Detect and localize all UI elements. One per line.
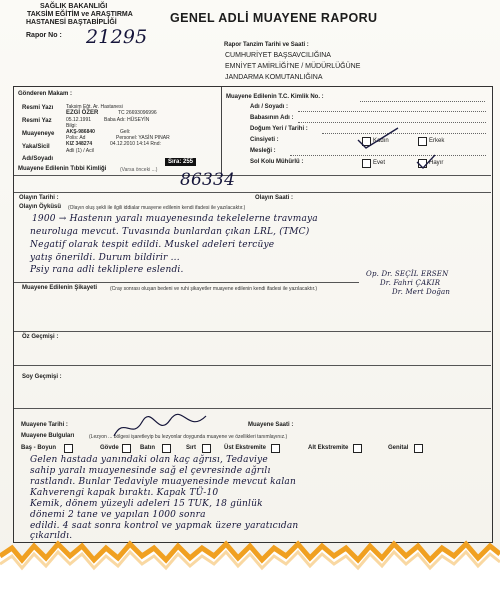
yes-label: Evet xyxy=(373,160,386,166)
incident-story-label: Olayın Öyküsü xyxy=(19,204,62,210)
sticker-line: Personel: YASİN PINAR xyxy=(116,135,170,141)
exam-handwriting-line: edildi. 4 saat sonra kontrol ve yapmak üzere yaratıcıdan xyxy=(30,521,299,531)
father-name-label: Babasının Adı : xyxy=(250,115,294,121)
tc-id-line xyxy=(360,101,485,102)
sticker-line: KIZ 348274 xyxy=(66,141,93,147)
sealed-arm-label: Sol Kolu Mühürlü : xyxy=(250,159,304,165)
sender-field-1: Resmi Yazı xyxy=(22,105,54,111)
occupation-label: Mesleği : xyxy=(250,148,276,154)
sticker-line: Geli: xyxy=(120,129,131,135)
past-history-label: Öz Geçmişi : xyxy=(22,334,59,340)
doctor-scribble-icon xyxy=(110,410,210,444)
region-abdomen-label: Batın xyxy=(140,445,155,451)
exam-handwriting-line: dönemi 2 tane ve yapılan 1000 sonra xyxy=(30,510,206,520)
sender-field-4: Yaka/Sicil xyxy=(22,144,50,150)
addressee-line-3: JANDARMA KOMUTANLIĞINA xyxy=(225,74,323,81)
incident-handwriting-line: Negatif olarak tespit edildi. Muskel adeleri tercüye xyxy=(30,240,275,250)
hospital-sticker xyxy=(66,104,216,160)
sticker-line: Polis: Ad xyxy=(66,135,86,141)
region-genital-label: Genital xyxy=(388,445,409,451)
medical-id-note: (Varsa önceki ...) xyxy=(120,167,158,173)
father-line xyxy=(298,122,486,123)
region-torso-checkbox[interactable] xyxy=(122,444,131,453)
tc-id-label: Muayene Edilenin T.C. Kimlik No. : xyxy=(226,94,324,100)
sticker-line: Baba Adı: HÜSEYİN xyxy=(104,117,150,123)
name-line xyxy=(298,111,486,112)
gender-label: Cinsiyeti : xyxy=(250,137,279,143)
ministry-line-2: TAKSİM EĞİTİM ve ARAŞTIRMA xyxy=(27,11,133,18)
doctor-signature-2: Dr. Fahri ÇAKIR xyxy=(380,279,441,287)
birth-line xyxy=(322,133,486,134)
sender-section-label: Gönderen Makam : xyxy=(18,91,73,97)
addressee-line-2: EMNİYET AMİRLİĞİ'NE / MÜDÜRLÜĞÜNE xyxy=(225,63,361,70)
exam-handwriting-line: sahip yaralı muayenesinde sağ el çevresinde ağrılı xyxy=(30,466,271,476)
occupation-line xyxy=(290,155,486,156)
divider xyxy=(14,175,491,176)
region-back-checkbox[interactable] xyxy=(202,444,211,453)
incident-handwriting-line: 1900 → Hastenın yaralı muayenesında tekelelerne travmaya xyxy=(32,214,318,224)
region-lower-ext-label: Alt Ekstremite xyxy=(308,445,349,451)
divider xyxy=(14,408,491,409)
addressee-line-1: CUMHURİYET BAŞSAVCILIĞINA xyxy=(225,52,331,59)
incident-handwriting-line: neuroluga mevcut. Tuvasında bunlardan çıkan LRL, (TMC) xyxy=(30,227,310,237)
exam-date-label: Muayene Tarihi : xyxy=(21,422,68,428)
region-lower-ext-checkbox[interactable] xyxy=(353,444,362,453)
divider xyxy=(14,331,491,332)
sender-field-3: Muayeneye xyxy=(22,131,55,137)
gender-checkmark-icon xyxy=(352,126,402,152)
sticker-line: Adli (1) / Acil xyxy=(66,148,94,154)
sticker-line: AKŞ-986840 xyxy=(66,129,95,135)
sticker-line: Taksim Eğt. Ar. Hastanesi xyxy=(66,104,123,110)
report-date-label: Rapor Tanzim Tarihi ve Saati : xyxy=(224,42,309,48)
exam-handwriting-line: Kahverengi kapak bıraktı. Kapak TÜ-10 xyxy=(30,488,219,498)
sender-field-2: Resmi Yaz xyxy=(22,118,52,124)
doctor-signature-1: Op. Dr. SEÇİL ERSEN xyxy=(366,270,449,278)
family-history-label: Soy Geçmişi : xyxy=(22,374,62,380)
complaint-label: Muayene Edilenin Şikayeti xyxy=(22,285,98,291)
region-head-neck-checkbox[interactable] xyxy=(64,444,73,453)
region-back-label: Sırt xyxy=(186,445,197,451)
incident-handwriting-line: Psiy rana adli tekliplere eslendi. xyxy=(30,265,184,275)
divider xyxy=(14,365,491,366)
no-checkmark-icon xyxy=(414,153,438,171)
exam-time-label: Muayene Saati : xyxy=(248,422,294,428)
sender-field-5: Adı/Soyadı xyxy=(22,156,54,162)
region-genital-checkbox[interactable] xyxy=(414,444,423,453)
medical-id-handwritten: 86334 xyxy=(180,170,236,190)
exam-handwriting-line: Kemik, dönem yüzeyli adeleri 15 TUK, 18 günlük xyxy=(30,499,263,509)
sira-badge: Sıra: 255 xyxy=(165,158,196,166)
complaint-note: (Cray sonrası oluşan bedeni ve ruhi şikayetler muayene edilenin kendi ifadesi ile yazılacaktır.) xyxy=(110,286,318,292)
sticker-line: 04.12.2010 14:14 Rnd: xyxy=(110,141,161,147)
sticker-line: Bilgi: xyxy=(66,123,77,129)
exam-findings-note: (Lezyon ... bölgesi işaretleyip bu lezyonlar doygunda muayene ve özellikleri tanımlayınız.) xyxy=(89,434,288,440)
region-upper-ext-label: Üst Ekstremite xyxy=(224,445,267,451)
incident-date-label: Olayın Tarihi : xyxy=(19,195,59,201)
doctor-signature-3: Dr. Mert Doğan xyxy=(392,288,451,296)
male-checkbox[interactable] xyxy=(418,137,427,146)
incident-handwriting-line: yatış önerildi. Durum bildirir ... xyxy=(30,253,180,263)
yes-checkbox[interactable] xyxy=(362,159,371,168)
ministry-line-1: SAĞLIK BAKANLIĞI xyxy=(40,3,108,10)
birth-place-label: Doğum Yeri / Tarihi : xyxy=(250,126,308,132)
torn-edge-decoration xyxy=(0,534,500,594)
no-label: Hayır xyxy=(429,160,444,166)
male-label: Erkek xyxy=(429,138,445,144)
patient-name-label: Adı / Soyadı : xyxy=(250,104,289,110)
incident-time-label: Olayın Saati : xyxy=(255,195,294,201)
region-head-neck-label: Baş - Boyun xyxy=(21,445,57,451)
region-torso-label: Gövde xyxy=(100,445,119,451)
exam-handwriting-line: rastlandı. Bunlar Tedaviyle muayenesinde mevcut kalan xyxy=(30,477,296,487)
region-abdomen-checkbox[interactable] xyxy=(162,444,171,453)
sticker-line: 05.12.1991 xyxy=(66,117,92,123)
female-label: Kadın xyxy=(373,138,389,144)
report-no-value: 21295 xyxy=(86,26,148,48)
sticker-line: TC 26693096996 xyxy=(118,110,157,116)
divider xyxy=(14,282,359,283)
report-no-label: Rapor No : xyxy=(26,32,62,39)
sticker-patient-name: EZGİ ÖZER xyxy=(66,110,99,116)
divider xyxy=(14,192,491,193)
report-title: GENEL ADLİ MUAYENE RAPORU xyxy=(170,11,378,25)
region-upper-ext-checkbox[interactable] xyxy=(271,444,280,453)
exam-findings-label: Muayene Bulguları xyxy=(21,433,75,439)
top-section-divider xyxy=(221,87,222,175)
exam-handwriting-line: Gelen hastada yanındaki olan kaç ağrısı, Tedaviye xyxy=(30,455,268,465)
medical-id-label: Muayene Edilenin Tıbbi Kimliği xyxy=(18,166,107,172)
incident-story-note: (Olayın oluş şekli ile ilgili iddialar muayene edilenin kendi ifadesi ile yazılacaktır.) xyxy=(68,205,246,211)
exam-handwriting-line: çıkarıldı. xyxy=(30,531,73,541)
ministry-line-3: HASTANESİ BAŞTABİPLİĞİ xyxy=(26,19,117,26)
